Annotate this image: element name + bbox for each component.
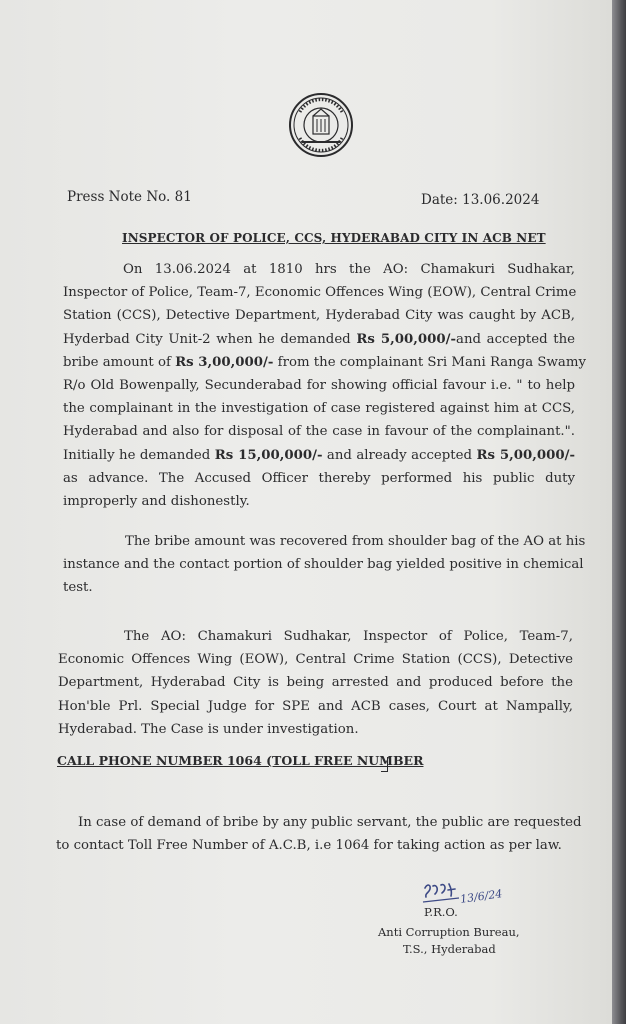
text-run: Hyderabad and also for disposal of the case in favour of the complainant.". bbox=[63, 424, 575, 440]
paragraph-line bbox=[58, 648, 573, 671]
paragraph-line bbox=[63, 444, 575, 467]
text-run: bribe amount of bbox=[63, 354, 176, 370]
office-location: T.S., Hyderabad bbox=[403, 942, 496, 956]
paragraph-line bbox=[56, 811, 582, 834]
signature-date-note: 13/6/24 bbox=[459, 887, 504, 906]
paragraph-line bbox=[58, 718, 573, 741]
text-run: as advance. The Accused Officer thereby performed his public duty bbox=[63, 470, 575, 486]
paragraph-line bbox=[63, 553, 583, 576]
page-edge-shadow bbox=[612, 0, 626, 1024]
text-run: On 13.06.2024 at 1810 hrs the AO: Chamakuri Sudhakar, bbox=[123, 262, 575, 277]
acb-seal-emblem bbox=[288, 92, 354, 158]
toll-free-callout: CALL PHONE NUMBER 1064 (TOLL FREE NUMBER bbox=[57, 753, 424, 768]
office-name: Anti Corruption Bureau, bbox=[378, 925, 520, 939]
paragraph-line bbox=[63, 328, 575, 351]
text-run: Department, Hyderabad City is being arrested and produced before the bbox=[58, 675, 573, 691]
paragraph-line bbox=[63, 374, 575, 397]
text-run: R/o Old Bowenpally, Secunderabad for showing official favour i.e. " to help bbox=[63, 377, 575, 393]
text-run: Station (CCS), Detective Department, Hyderabad City was caught by ACB, bbox=[63, 308, 575, 324]
amount-text: Rs 5,00,000/- bbox=[476, 447, 575, 463]
paragraph-line bbox=[63, 281, 575, 304]
paragraph-line bbox=[58, 625, 573, 648]
paragraph-arrest-details bbox=[63, 258, 586, 513]
paragraph-line bbox=[58, 671, 573, 694]
press-note-date: Date: 13.06.2024 bbox=[421, 192, 540, 208]
text-run: Economic Offences Wing (EOW), Central Crime Station (CCS), Detective bbox=[58, 652, 573, 668]
paragraph-public-appeal bbox=[56, 811, 582, 857]
paragraph-line bbox=[56, 834, 572, 857]
text-run: to contact Toll Free Number of A.C.B, i.e 1064 for taking action as per law. bbox=[56, 838, 562, 854]
text-run: Hyderbad City Unit-2 when he demanded bbox=[63, 331, 357, 347]
text-run: and accepted the bbox=[456, 331, 575, 347]
signatory-title: P.R.O. bbox=[424, 905, 458, 919]
text-run: The AO: Chamakuri Sudhakar, Inspector of Police, Team-7, bbox=[124, 629, 573, 644]
amount-text: Rs 15,00,000/- bbox=[214, 447, 323, 463]
press-note-number: Press Note No. 81 bbox=[67, 189, 192, 205]
paragraph-line bbox=[63, 490, 575, 513]
text-run: the complainant in the investigation of case registered against him at CCS, bbox=[63, 401, 575, 417]
text-run: Hon'ble Prl. Special Judge for SPE and ACB cases, Court at Nampally, bbox=[58, 698, 573, 714]
amount-text: Rs 5,00,000/- bbox=[356, 331, 457, 347]
paragraph-line bbox=[58, 695, 573, 718]
text-run: from the complainant Sri Mani Ranga Swamy bbox=[273, 354, 586, 370]
paragraph-line bbox=[63, 304, 575, 327]
paragraph-line bbox=[63, 351, 586, 374]
callout-bracket bbox=[381, 757, 388, 772]
paragraph-line bbox=[63, 530, 586, 553]
paragraph-recovery bbox=[63, 530, 586, 600]
text-run: In case of demand of bribe by any public servant, the public are requested bbox=[78, 815, 582, 830]
text-run: test. bbox=[63, 580, 93, 596]
paragraph-arrest-status bbox=[58, 625, 573, 741]
amount-text: Rs 3,00,000/- bbox=[175, 354, 274, 370]
text-run: instance and the contact portion of shoulder bag yielded positive in chemical bbox=[63, 557, 584, 573]
paragraph-line bbox=[63, 420, 575, 443]
paragraph-line bbox=[63, 576, 583, 599]
paragraph-line bbox=[63, 258, 575, 281]
text-run: Inspector of Police, Team-7, Economic Offences Wing (EOW), Central Crime bbox=[63, 285, 577, 301]
text-run: The bribe amount was recovered from shoulder bag of the AO at his bbox=[125, 534, 586, 549]
paragraph-line bbox=[63, 397, 575, 420]
document-heading: INSPECTOR OF POLICE, CCS, HYDERABAD CITY IN ACB NET bbox=[122, 231, 546, 245]
paragraph-line bbox=[63, 467, 575, 490]
text-run: Initially he demanded bbox=[63, 447, 215, 463]
text-run: improperly and dishonestly. bbox=[63, 493, 250, 509]
text-run: and already accepted bbox=[322, 447, 477, 463]
text-run: Hyderabad. The Case is under investigation. bbox=[58, 721, 359, 737]
